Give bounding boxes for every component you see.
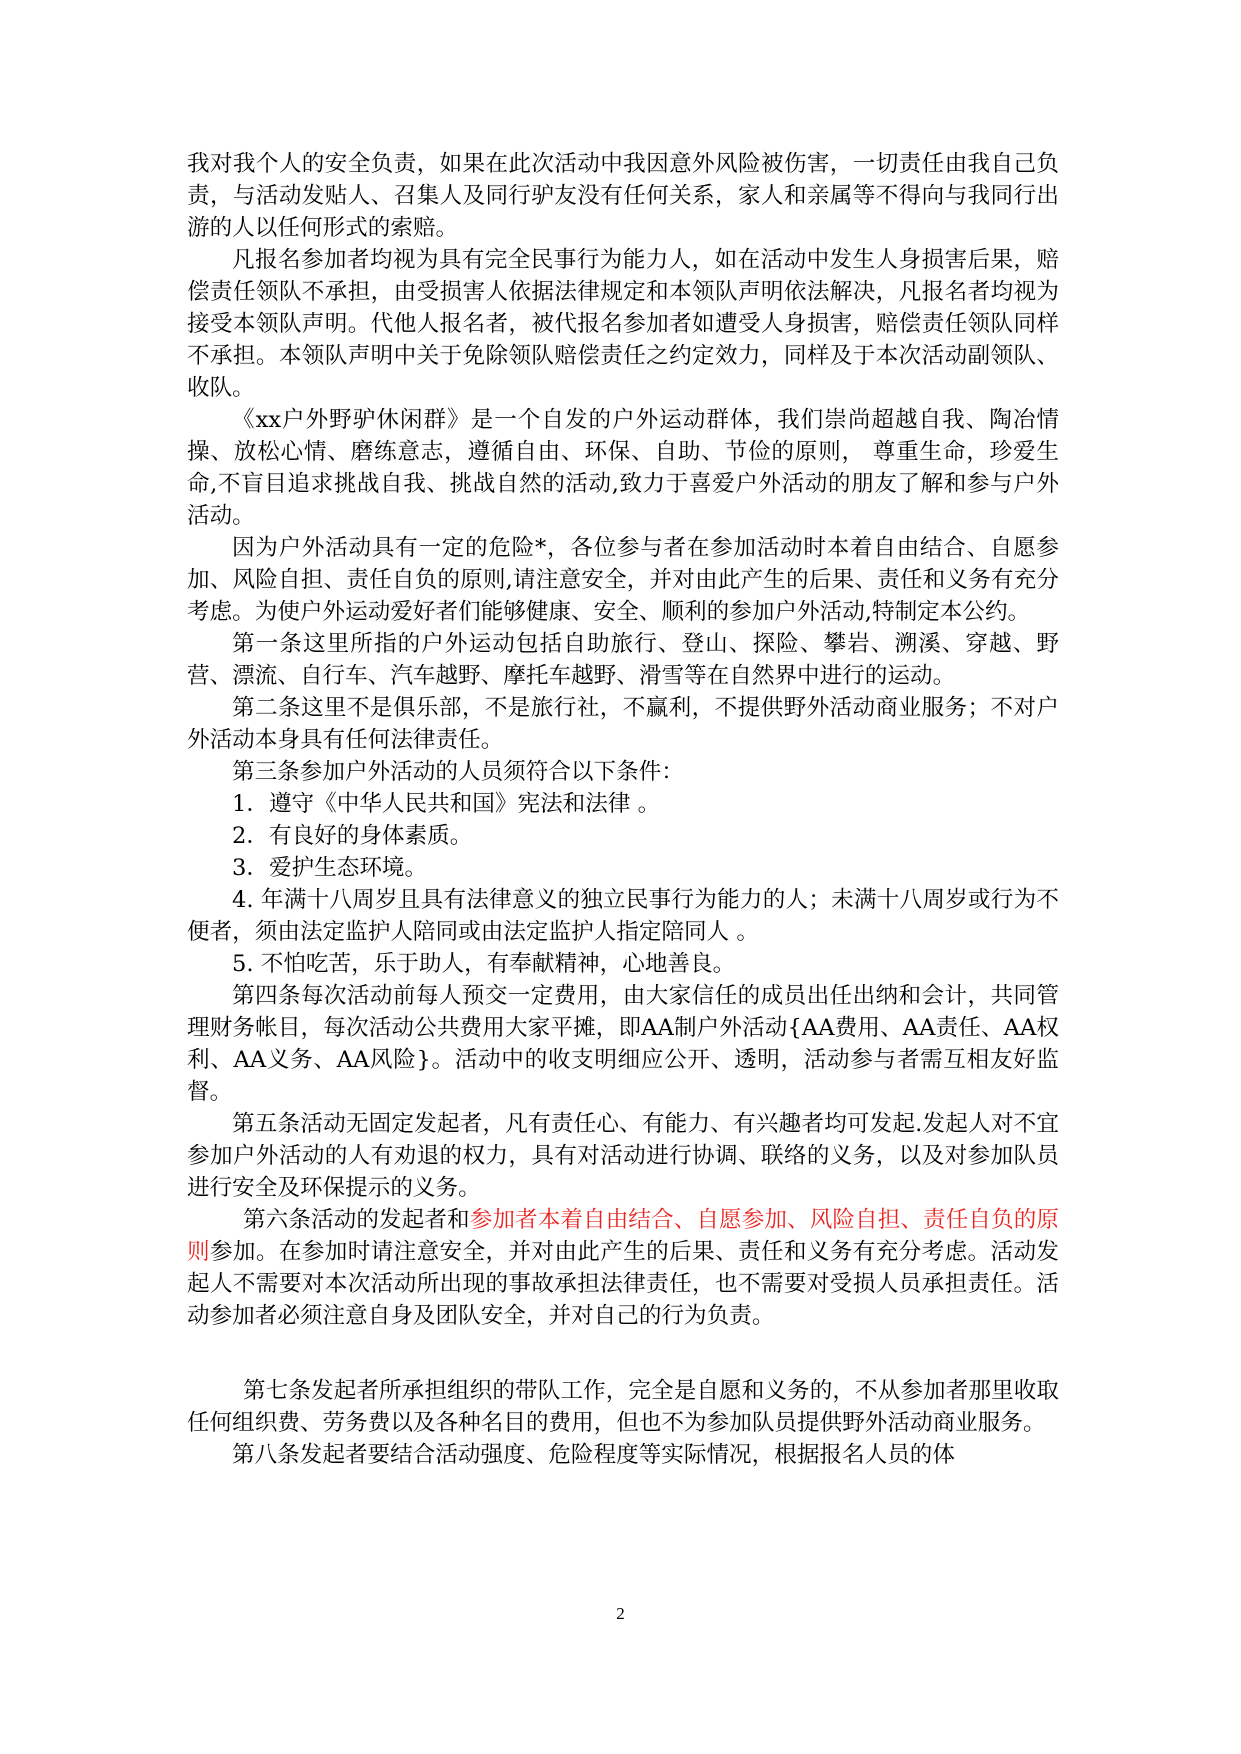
list-item-condition-4: 4. 年满十八周岁且具有法律意义的独立民事行为能力的人；未满十八周岁或行为不便者，须由法定监护人陪同或由法定监护人指定陪同人 。 — [187, 887, 1059, 945]
paragraph-article-1: 第一条这里所指的户外运动包括自助旅行、登山、探险、攀岩、溯溪、穿越、野营、漂流、自行车、汽车越野、摩托车越野、滑雪等在自然界中进行的运动。 — [187, 631, 1059, 689]
paragraph-self-responsibility: 我对我个人的安全负责，如果在此次活动中我因意外风险被伤害，一切责任由我自己负责，与活动发贴人、召集人及同行驴友没有任何关系，家人和亲属等不得向与我同行出游的人以任何形式的索赔。 — [187, 151, 1059, 241]
paragraph-disclaimer: 凡报名参加者均视为具有完全民事行为能力人，如在活动中发生人身损害后果，赔偿责任领队不承担，由受损害人依据法律规定和本领队声明依法解决，凡报名者均视为接受本领队声明。代他人报名者，被代报名参加者如遭受人身损害，赔偿责任领队同样不承担。本领队声明中关于免除领队赔偿责任之约定效力，同样及于本次活动副领队、收队。 — [187, 247, 1059, 401]
list-item-condition-3: 3．爱护生态环境。 — [232, 855, 428, 881]
paragraph-article-8: 第八条发起者要结合活动强度、危险程度等实际情况，根据报名人员的体 — [232, 1442, 955, 1468]
list-item-condition-2: 2．有良好的身体素质。 — [232, 823, 473, 849]
list-item-condition-5: 5. 不怕吃苦，乐于助人，有奉献精神，心地善良。 — [232, 951, 736, 977]
paragraph-spacer — [187, 1332, 1059, 1375]
article-6-highlight: 参加者本着自由结合、自愿参加、风险自担、责任自负的原则 — [187, 1207, 1059, 1265]
paragraph-risk-principle: 因为户外活动具有一定的危险*，各位参与者在参加活动时本着自由结合、自愿参加、风险自担、责任自负的原则,请注意安全，并对由此产生的后果、责任和义务有充分考虑。为使户外运动爱好者们能够健康、安全、顺利的参加户外活动,特制定本公约。 — [187, 535, 1059, 625]
paragraph-article-6 — [187, 1204, 1059, 1332]
paragraph-article-3: 第三条参加户外活动的人员须符合以下条件： — [232, 759, 684, 785]
paragraph-article-5: 第五条活动无固定发起者，凡有责任心、有能力、有兴趣者均可发起.发起人对不宜参加户外活动的人有劝退的权力，具有对活动进行协调、联络的义务，以及对参加队员进行安全及环保提示的义务。 — [187, 1111, 1059, 1201]
list-item-condition-1: 1．遵守《中华人民共和国》宪法和法律 。 — [232, 791, 661, 817]
document-body — [187, 148, 1059, 1471]
article-6-text-after: 参加。在参加时请注意安全，并对由此产生的后果、责任和义务有充分考虑。活动发起人不需要对本次活动所出现的事故承担法律责任，也不需要对受损人员承担责任。活动参加者必须注意自身及团队安全，并对自己的行为负责。 — [187, 1239, 1060, 1329]
paragraph-article-2: 第二条这里不是俱乐部，不是旅行社，不赢利，不提供野外活动商业服务；不对户外活动本身具有任何法律责任。 — [187, 695, 1059, 753]
paragraph-article-7: 第七条发起者所承担组织的带队工作，完全是自愿和义务的，不从参加者那里收取任何组织费、劳务费以及各种名目的费用，但也不为参加队员提供野外活动商业服务。 — [187, 1378, 1059, 1436]
paragraph-group-intro: 《xx户外野驴休闲群》是一个自发的户外运动群体，我们崇尚超越自我、陶冶情操、放松心情、磨练意志，遵循自由、环保、自助、节俭的原则， 尊重生命，珍爱生命,不盲目追求挑战自我、挑战自然的活动,致力于喜爱户外活动的朋友了解和参与户外活动。 — [187, 407, 1059, 529]
paragraph-article-4: 第四条每次活动前每人预交一定费用，由大家信任的成员出任出纳和会计，共同管理财务帐目，每次活动公共费用大家平摊，即AA制户外活动{AA费用、AA责任、AA权利、AA义务、AA风险}。活动中的收支明细应公开、透明，活动参与者需互相友好监督。 — [187, 983, 1059, 1105]
page-number: 2 — [616, 1604, 625, 1623]
article-6-text-before: 第六条活动的发起者和 — [243, 1207, 470, 1233]
